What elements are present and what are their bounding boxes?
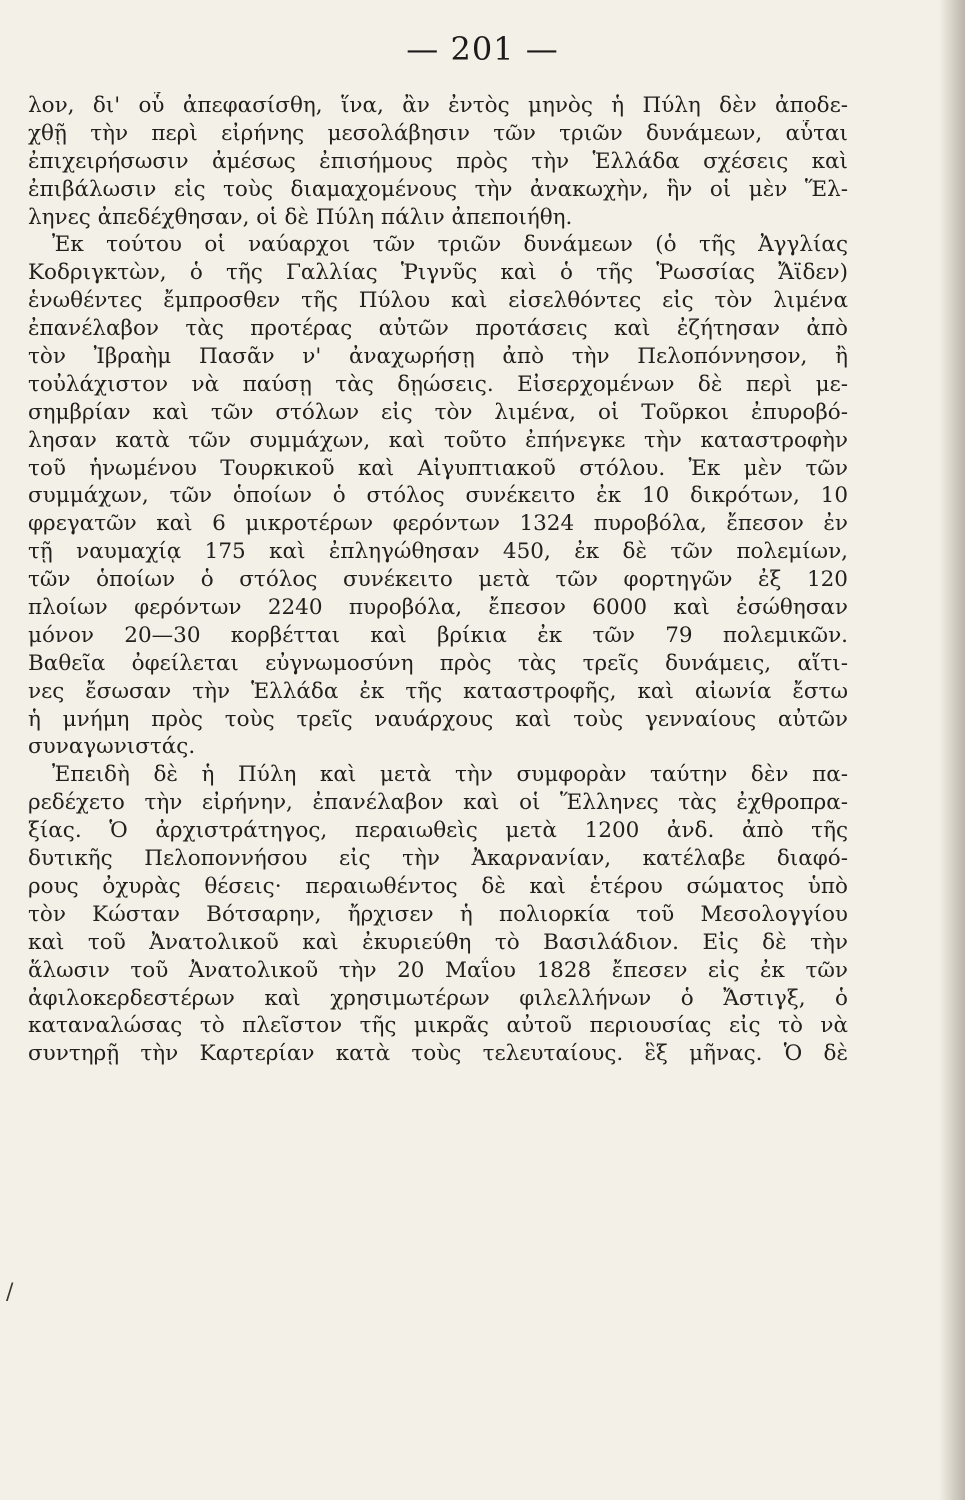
text-line: πλοίων φερόντων 2240 πυροβόλα, ἔπεσον 6000 καὶ ἐσώθησαν [28, 595, 848, 621]
text-line: ληνες ἀπεδέχθησαν, οἱ δὲ Πύλη πάλιν ἀπεποιήθη. [28, 204, 573, 230]
text-line: Ἐκ τούτου οἱ ναύαρχοι τῶν τριῶν δυνάμεων (ὁ τῆς Ἀγγλίας [52, 232, 848, 258]
body-text [28, 92, 848, 1068]
text-line: ἐπιβάλωσιν εἰς τοὺς διαμαχομένους τὴν ἀνακωχὴν, ἣν οἱ μὲν Ἕλ- [28, 176, 848, 202]
text-line: σημβρίαν καὶ τῶν στόλων εἰς τὸν λιμένα, οἱ Τοῦρκοι ἐπυροβό- [28, 399, 848, 425]
text-line: συναγωνιστάς. [28, 734, 196, 760]
text-line: τῇ ναυμαχίᾳ 175 καὶ ἐπληγώθησαν 450, ἐκ δὲ τῶν πολεμίων, [28, 539, 848, 565]
text-line: τὸν Κώσταν Βότσαρην, ἤρχισεν ἡ πολιορκία τοῦ Μεσολογγίου [28, 901, 848, 927]
margin-pencil-mark: / [6, 1280, 14, 1305]
text-line: ἐπιχειρήσωσιν ἀμέσως ἐπισήμους πρὸς τὴν Ἑλλάδα σχέσεις καὶ [28, 148, 848, 174]
text-line: τῶν ὁποίων ὁ στόλος συνέκειτο μετὰ τῶν φορτηγῶν ἐξ 120 [28, 567, 848, 593]
text-line: Ἐπειδὴ δὲ ἡ Πύλη καὶ μετὰ τὴν συμφορὰν ταύτην δὲν πα- [52, 762, 848, 788]
text-line: τὸν Ἰβραὴμ Πασᾶν ν' ἀναχωρήσῃ ἀπὸ τὴν Πελοπόννησον, ἢ [28, 344, 848, 370]
text-line: χθῇ τὴν περὶ εἰρήνης μεσολάβησιν τῶν τριῶν δυνάμεων, αὗται [28, 120, 848, 146]
text-line: τοὐλάχιστον νὰ παύσῃ τὰς δῃώσεις. Εἰσερχομένων δὲ περὶ με- [28, 371, 848, 397]
text-line: μόνον 20—30 κορβέτται καὶ βρίκια ἐκ τῶν 79 πολεμικῶν. [28, 622, 848, 648]
text-line: ἡ μνήμη πρὸς τοὺς τρεῖς ναυάρχους καὶ τοὺς γενναίους αὐτῶν [28, 706, 848, 732]
text-line: δυτικῆς Πελοποννήσου εἰς τὴν Ἀκαρνανίαν, κατέλαβε διαφό- [28, 846, 848, 872]
text-line: λησαν κατὰ τῶν συμμάχων, καὶ τοῦτο ἐπήνεγκε τὴν καταστροφὴν [28, 427, 848, 453]
text-line: ἅλωσιν τοῦ Ἀνατολικοῦ τὴν 20 Μαΐου 1828 ἔπεσεν εἰς ἐκ τῶν [28, 957, 848, 983]
text-line: ἐπανέλαβον τὰς προτέρας αὐτῶν προτάσεις καὶ ἐζήτησαν ἀπὸ [28, 316, 848, 342]
text-line: ἀφιλοκερδεστέρων καὶ χρησιμωτέρων φιλελλήνων ὁ Ἄστιγξ, ὁ [28, 985, 848, 1011]
text-line: τοῦ ἡνωμένου Τουρκικοῦ καὶ Αἰγυπτιακοῦ στόλου. Ἐκ μὲν τῶν [28, 455, 848, 481]
text-line: ξίας. Ὁ ἀρχιστράτηγος, περαιωθεὶς μετὰ 1200 ἀνδ. ἀπὸ τῆς [28, 818, 848, 844]
text-line: συντηρῇ τὴν Καρτερίαν κατὰ τοὺς τελευταίους. ἓξ μῆνας. Ὁ δὲ [28, 1041, 848, 1067]
text-line: ρεδέχετο τὴν εἰρήνην, ἐπανέλαβον καὶ οἱ Ἕλληνες τὰς ἐχθροπρα- [28, 790, 848, 816]
text-line: συμμάχων, τῶν ὁποίων ὁ στόλος συνέκειτο ἐκ 10 δικρότων, 10 [28, 483, 848, 509]
text-line: λον, δι' οὗ ἀπεφασίσθη, ἵνα, ἂν ἐντὸς μηνὸς ἡ Πύλη δὲν ἀποδε- [28, 93, 848, 118]
text-line: νες ἔσωσαν τὴν Ἑλλάδα ἐκ τῆς καταστροφῆς, καὶ αἰωνία ἔστω [28, 678, 848, 704]
text-line: Βαθεῖα ὀφείλεται εὐγνωμοσύνη πρὸς τὰς τρεῖς δυνάμεις, αἵτι- [28, 650, 848, 676]
text-line: ρους ὀχυρὰς θέσεις· περαιωθέντος δὲ καὶ ἑτέρου σώματος ὑπὸ [28, 873, 848, 899]
page-binding-edge [939, 0, 965, 1500]
text-line: ἑνωθέντες ἔμπροσθεν τῆς Πύλου καὶ εἰσελθόντες εἰς τὸν λιμένα [28, 288, 848, 314]
page-number-header: — 201 — [406, 30, 559, 68]
text-line: καὶ τοῦ Ἀνατολικοῦ καὶ ἐκυριεύθη τὸ Βασιλάδιον. Εἰς δὲ τὴν [28, 929, 848, 955]
text-line: Κοδριγκτὼν, ὁ τῆς Γαλλίας Ῥιγνῦς καὶ ὁ τῆς Ῥωσσίας Ἄϊδεν) [28, 260, 848, 286]
text-line: καταναλώσας τὸ πλεῖστον τῆς μικρᾶς αὐτοῦ περιουσίας εἰς τὸ νὰ [28, 1013, 848, 1039]
text-line: φρεγατῶν καὶ 6 μικροτέρων φερόντων 1324 πυροβόλα, ἔπεσον ἐν [28, 511, 848, 537]
